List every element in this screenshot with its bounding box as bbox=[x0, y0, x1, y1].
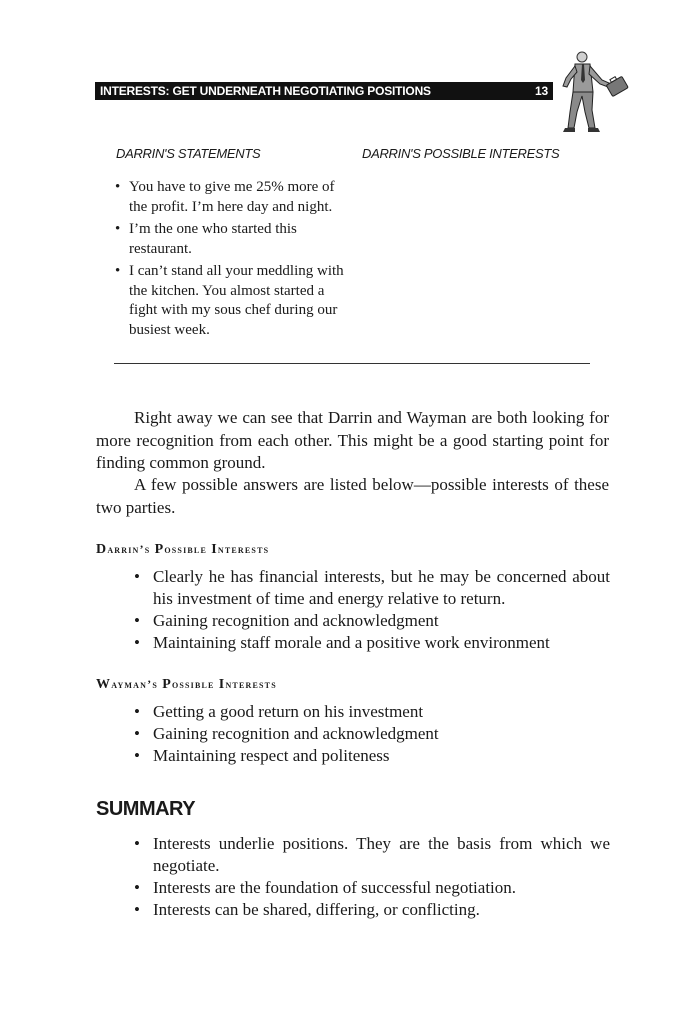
running-title: INTERESTS: GET UNDERNEATH NEGOTIATING POSITIONS bbox=[100, 84, 431, 98]
page-number: 13 bbox=[535, 84, 548, 98]
wayman-interests-list bbox=[134, 701, 610, 767]
list-item: • Getting a good return on his investment bbox=[134, 701, 610, 723]
list-item: • Maintaining staff morale and a positive work environment bbox=[134, 632, 610, 654]
table-bottom-rule bbox=[114, 363, 590, 364]
interests-column-heading: DARRIN'S POSSIBLE INTERESTS bbox=[362, 146, 560, 161]
list-item: • Interests underlie positions. They are the basis from which we negotiate. bbox=[134, 833, 610, 877]
running-header bbox=[95, 82, 553, 100]
statement-item: • I can’t stand all your meddling with the kitchen. You almost started a fight with my sous chef during our busiest week. bbox=[114, 262, 354, 340]
summary-list bbox=[134, 833, 610, 921]
statement-item: • I’m the one who started this restaurant. bbox=[114, 220, 354, 259]
businessman-with-briefcase-icon bbox=[562, 50, 640, 134]
wayman-interests-heading: Wayman’s Possible Interests bbox=[96, 677, 277, 692]
list-item: • Clearly he has financial interests, but he may be concerned about his investment of time and energy relative to return. bbox=[134, 566, 610, 610]
list-item: • Interests are the foundation of successful negotiation. bbox=[134, 877, 610, 899]
summary-heading: SUMMARY bbox=[96, 798, 196, 820]
statements-list bbox=[114, 178, 354, 343]
body-paragraph: Right away we can see that Darrin and Wayman are both looking for more recognition from each other. This might be a good starting point for finding common ground. bbox=[96, 408, 609, 472]
list-item: • Interests can be shared, differing, or conflicting. bbox=[134, 899, 610, 921]
statements-column-heading: DARRIN'S STATEMENTS bbox=[116, 146, 261, 161]
list-item: • Gaining recognition and acknowledgment bbox=[134, 723, 610, 745]
list-item: • Maintaining respect and politeness bbox=[134, 745, 610, 767]
darrin-interests-heading: Darrin’s Possible Interests bbox=[96, 542, 270, 557]
list-item: • Gaining recognition and acknowledgment bbox=[134, 610, 610, 632]
darrin-interests-list bbox=[134, 566, 610, 654]
statement-item: • You have to give me 25% more of the profit. I’m here day and night. bbox=[114, 178, 354, 217]
body-paragraph: A few possible answers are listed below—possible interests of these two parties. bbox=[96, 475, 609, 517]
